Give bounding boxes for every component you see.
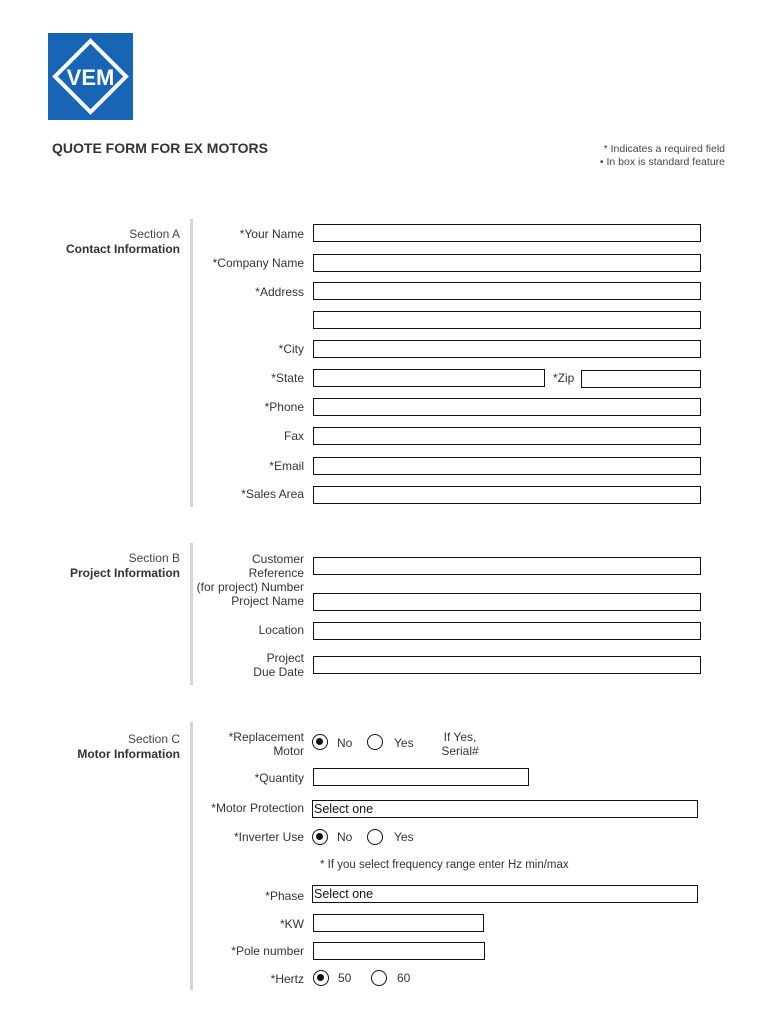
replacement-motor-label-line2: Motor — [273, 744, 304, 758]
section-c-title: Motor Information — [77, 747, 180, 761]
section-b-label: Section B — [128, 551, 180, 565]
inverter-use-label: *Inverter Use — [233, 830, 304, 844]
inverter-note: * If you select frequency range enter Hz min/max — [320, 859, 569, 871]
your-name-field[interactable] — [313, 224, 701, 242]
phase-label: *Phase — [265, 889, 304, 903]
hertz-60-radio[interactable] — [371, 970, 387, 986]
hertz-50-label: 50 — [338, 971, 352, 985]
company-name-label: *Company Name — [212, 256, 304, 270]
inverter-no-label: No — [337, 830, 353, 844]
phone-field[interactable] — [313, 398, 701, 416]
replacement-yes-label: Yes — [394, 736, 414, 750]
logo-text: VEM — [66, 65, 115, 90]
section-c-divider — [190, 722, 193, 990]
project-name-field[interactable] — [313, 593, 701, 611]
vem-logo — [48, 33, 133, 120]
due-date-label-line2: Due Date — [253, 665, 304, 679]
replacement-yes-radio[interactable] — [367, 734, 383, 750]
section-b-header — [0, 551, 180, 581]
zip-field[interactable] — [581, 370, 701, 388]
motor-protection-label: *Motor Protection — [211, 801, 304, 815]
kw-label: *KW — [280, 917, 304, 931]
quantity-label: *Quantity — [254, 771, 304, 785]
sales-area-field[interactable] — [313, 486, 701, 504]
customer-reference-label-line2: (for project) Number — [196, 580, 304, 594]
city-label: *City — [278, 342, 304, 356]
motor-protection-select[interactable]: Select one — [312, 800, 698, 818]
due-date-field[interactable] — [313, 656, 701, 674]
email-field[interactable] — [313, 457, 701, 475]
replacement-no-radio[interactable] — [312, 734, 328, 750]
section-a-divider — [190, 219, 193, 507]
customer-reference-label-line1: Customer Reference — [248, 552, 304, 580]
city-field[interactable] — [313, 340, 701, 358]
due-date-label-line1: Project — [266, 651, 304, 665]
if-yes-serial-label — [430, 730, 490, 758]
section-b-title: Project Information — [69, 566, 180, 580]
location-label: Location — [258, 623, 304, 637]
project-name-label: Project Name — [231, 594, 304, 608]
email-label: *Email — [269, 459, 304, 473]
replacement-motor-label — [194, 730, 304, 758]
address-field-1[interactable] — [313, 282, 701, 300]
address-field-2[interactable] — [313, 311, 701, 329]
section-a-header — [0, 227, 180, 257]
state-label: *State — [271, 371, 304, 385]
serial-label: Serial# — [441, 744, 479, 758]
replacement-no-label: No — [337, 736, 353, 750]
quantity-field[interactable] — [313, 768, 529, 786]
phone-label: *Phone — [264, 400, 304, 414]
customer-reference-label — [194, 552, 304, 594]
section-b-divider — [190, 543, 193, 685]
fax-field[interactable] — [313, 427, 701, 445]
due-date-label — [194, 651, 304, 679]
zip-label: *Zip — [553, 371, 575, 385]
state-field[interactable] — [313, 369, 545, 387]
replacement-motor-label-line1: *Replacement — [228, 730, 304, 744]
location-field[interactable] — [313, 622, 701, 640]
customer-reference-field[interactable] — [313, 557, 701, 575]
hertz-50-radio[interactable] — [313, 970, 329, 986]
inverter-no-radio[interactable] — [312, 829, 328, 845]
section-c-header — [0, 732, 180, 762]
section-c-label: Section C — [127, 732, 180, 746]
pole-number-field[interactable] — [313, 942, 485, 960]
pole-number-label: *Pole number — [231, 944, 304, 958]
section-a-label: Section A — [129, 227, 180, 241]
section-a-title: Contact Information — [66, 242, 180, 256]
inverter-yes-label: Yes — [394, 830, 414, 844]
if-yes-label: If Yes, — [443, 730, 477, 744]
phase-select[interactable]: Select one — [312, 885, 698, 903]
standard-note: • In box is standard feature — [599, 156, 725, 168]
kw-field[interactable] — [313, 914, 484, 932]
address-label: *Address — [255, 285, 304, 299]
page-title: QUOTE FORM FOR EX MOTORS — [52, 140, 268, 156]
hertz-label: *Hertz — [270, 972, 304, 986]
inverter-yes-radio[interactable] — [367, 829, 383, 845]
company-name-field[interactable] — [313, 254, 701, 272]
required-note: * Indicates a required field — [603, 143, 725, 155]
your-name-label: *Your Name — [239, 227, 304, 241]
fax-label: Fax — [283, 429, 304, 443]
hertz-60-label: 60 — [397, 971, 411, 985]
sales-area-label: *Sales Area — [241, 487, 304, 501]
